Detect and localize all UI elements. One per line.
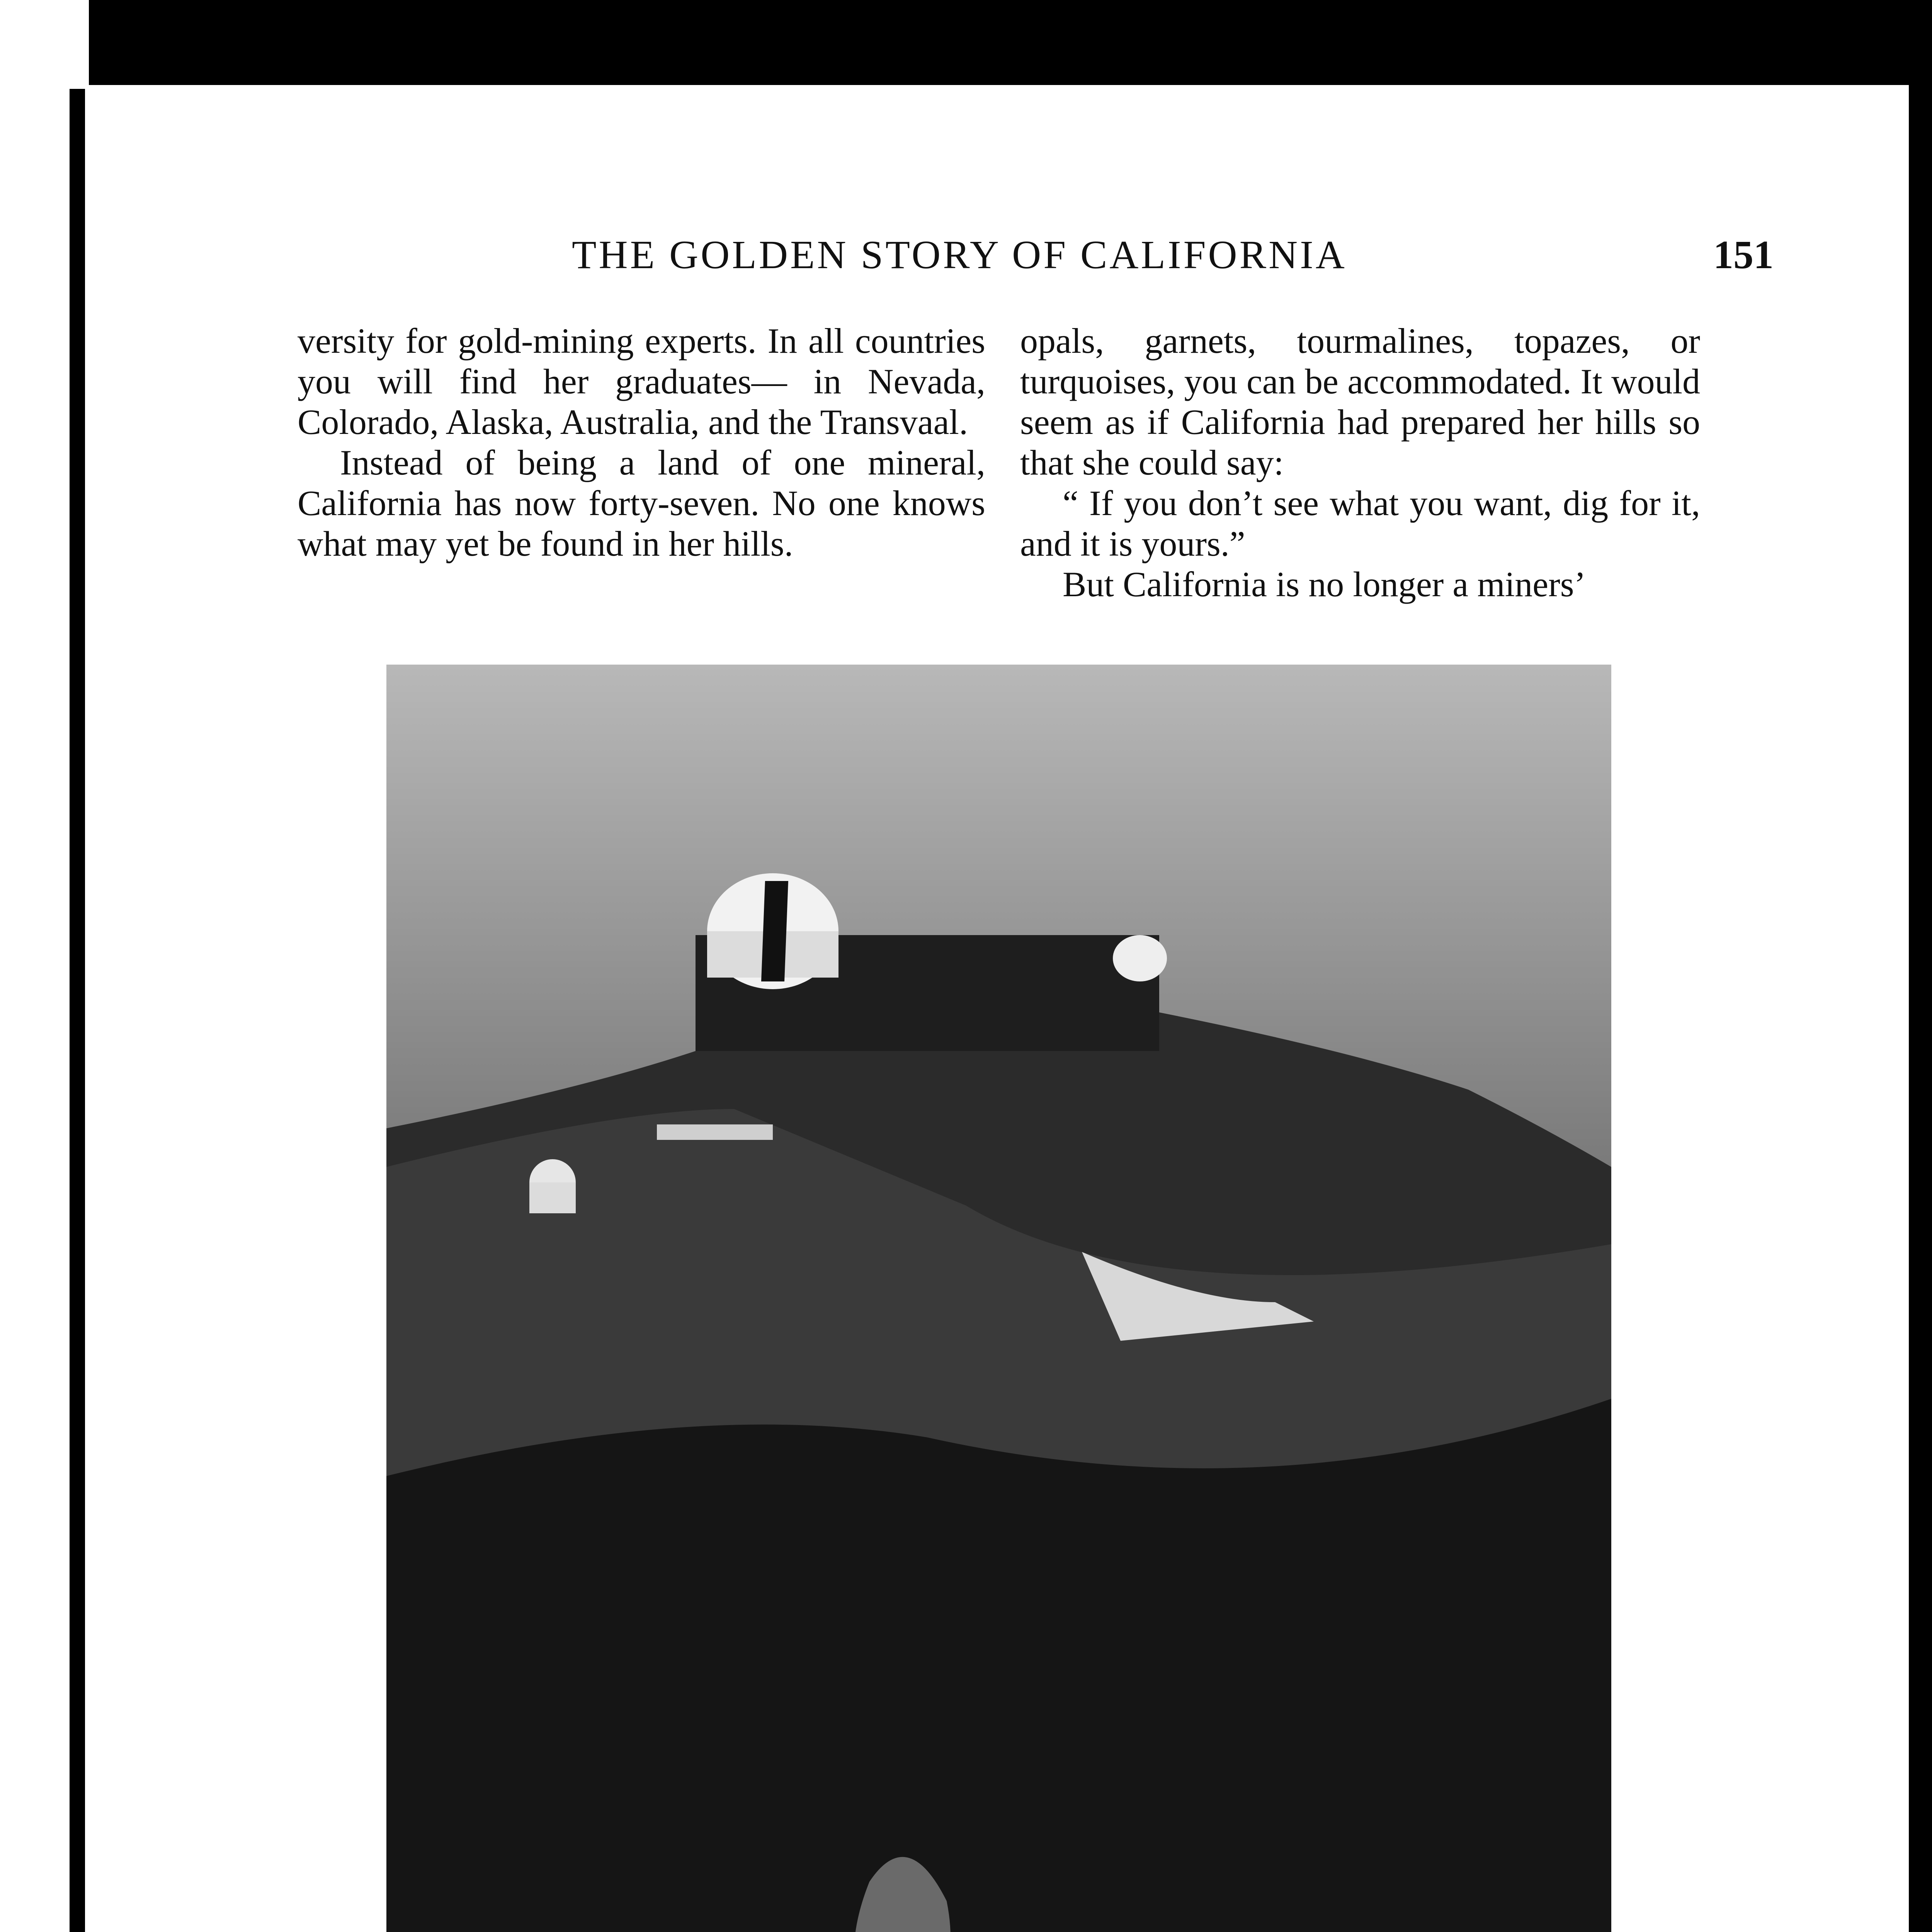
page-number: 151 bbox=[1713, 233, 1774, 277]
top-right-column bbox=[1020, 321, 1700, 605]
paragraph: opals, garnets, tourmalines, topazes, or turquoises, you can be accommodated. It would seem as if California had prepared her hills so that she could say: bbox=[1020, 321, 1700, 482]
observatory-photograph bbox=[386, 665, 1611, 1932]
binding-fold bbox=[70, 89, 85, 1932]
paragraph: “ If you don’t see what you want, dig for it, and it is yours.” bbox=[1020, 483, 1700, 563]
top-left-column bbox=[298, 321, 985, 564]
paragraph: Instead of being a land of one mineral, California has now forty-seven. No one knows what may yet be found in her hills. bbox=[298, 443, 985, 563]
page-header bbox=[475, 232, 1774, 298]
paragraph: But California is no longer a miners’ bbox=[1063, 565, 1586, 604]
running-head: THE GOLDEN STORY OF CALIFORNIA bbox=[572, 233, 1347, 277]
photo-illustration bbox=[386, 665, 1611, 1932]
paragraph: versity for gold-mining experts. In all countries you will find her graduates— in Nevada, Colorado, Alaska, Australia, and the Transvaal. bbox=[298, 321, 985, 442]
right-page-edge bbox=[1909, 77, 1932, 1932]
left-page-edge bbox=[0, 0, 89, 1932]
